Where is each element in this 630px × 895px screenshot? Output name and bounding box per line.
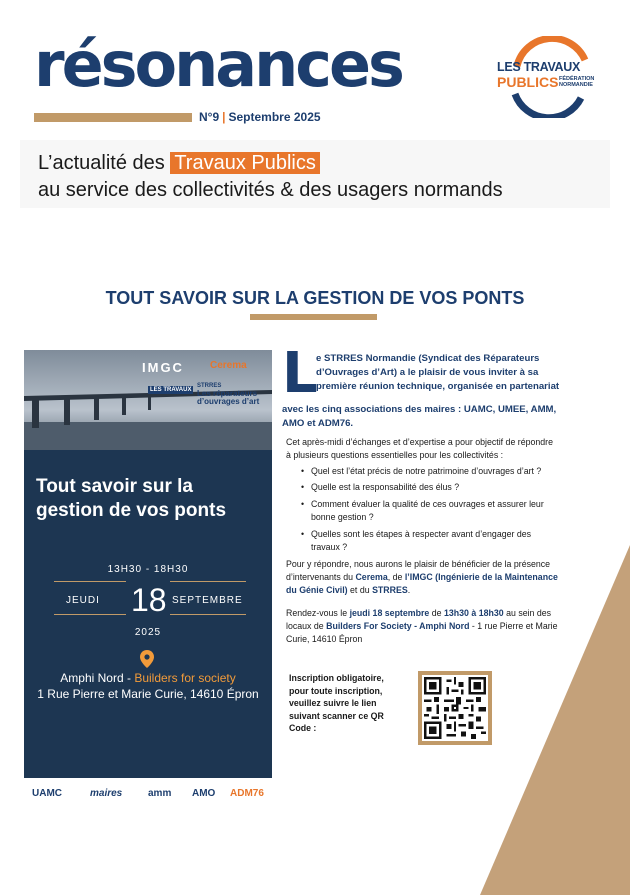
tagline-pre: L’actualité des xyxy=(38,152,171,174)
p2-text: , de xyxy=(387,572,405,582)
bullet-item: • Comment évaluer la qualité de ces ouvrages et assurer leur xyxy=(311,498,544,511)
bullet-item-cont: bonne gestion ? xyxy=(311,512,374,522)
poster-strres-1: STRRES xyxy=(197,383,222,389)
partner-logo-amm: amm xyxy=(148,788,172,799)
partner-logo-adm76: ADM76 xyxy=(230,788,264,799)
p3-text: locaux de xyxy=(286,621,327,631)
bullet-item: • Quelle est la responsabilité des élus ? xyxy=(311,481,459,494)
p2-bold: du Génie Civil) xyxy=(286,585,348,595)
poster-title-line1: Tout savoir sur la xyxy=(36,476,193,497)
p2-line xyxy=(286,571,558,584)
poster-rule xyxy=(170,581,246,582)
p2-bold: l’IMGC (Ingénierie de la Maintenance xyxy=(404,572,558,582)
p2-text: . xyxy=(407,585,411,595)
poster-logo-ltp: LES TRAVAUX xyxy=(150,387,192,393)
intro-line: à plusieurs questions essentielles pour les collectivités : xyxy=(286,450,504,460)
poster-venue-highlight: Builders for society xyxy=(134,671,236,685)
poster-rule xyxy=(170,614,246,615)
p3-text: au sein des xyxy=(503,608,552,618)
partner-logos xyxy=(24,778,272,815)
issue-separator: | xyxy=(222,110,226,124)
poster-rule xyxy=(54,581,126,582)
logo-sub xyxy=(559,76,594,88)
p3-line xyxy=(286,620,557,633)
bullet-item-cont: travaux ? xyxy=(311,542,348,552)
poster-venue-pre: Amphi Nord - xyxy=(60,671,135,685)
p3-bold: Builders For Society - Amphi Nord xyxy=(326,621,470,631)
logo-sub1: FÉDÉRATION xyxy=(559,76,595,82)
poster-logo-strres xyxy=(197,382,259,406)
partner-logo-amo: AMO xyxy=(192,788,216,799)
lead-line: e STRRES Normandie (Syndicat des Réparateurs xyxy=(316,353,540,364)
p2-line xyxy=(286,584,410,597)
p3-line: Curie, 14610 Épron xyxy=(286,634,363,644)
p3-line xyxy=(286,607,551,620)
ftp-normandie-logo xyxy=(495,36,603,118)
logo-sub2: NORMANDIE xyxy=(559,82,593,88)
section-rule xyxy=(250,314,377,320)
poster-strres-2: Les réparateurs xyxy=(197,389,258,398)
tagline-line2: au service des collectivités & des usagers normands xyxy=(38,179,503,201)
logo-line1: LES TRAVAUX xyxy=(497,60,581,74)
p3-text: - 1 rue Pierre et Marie xyxy=(469,621,558,631)
p2-text: et du xyxy=(347,585,373,595)
logo-line2: PUBLICS xyxy=(497,74,559,90)
poster-weekday: JEUDI xyxy=(66,595,100,606)
tagline xyxy=(38,150,503,204)
location-pin-icon xyxy=(140,650,154,668)
lead-line: d’Ouvrages d’Art) a le plaisir de vous inviter à sa xyxy=(316,367,539,378)
issue-date: Septembre 2025 xyxy=(228,110,321,124)
poster-logo-cerema: Cerema xyxy=(210,360,247,371)
p3-text: Rendez-vous le xyxy=(286,608,350,618)
poster-title xyxy=(36,475,226,523)
poster-venue xyxy=(24,671,272,685)
intro-line: Cet après-midi d’échanges et d’expertise a pour objectif de répondre xyxy=(286,437,553,447)
publication-title: résonances xyxy=(34,28,402,101)
poster-hours: 13H30 - 18H30 xyxy=(107,564,189,575)
qr-code-icon[interactable] xyxy=(424,677,486,739)
p3-bold: 13h30 à 18h30 xyxy=(443,608,504,618)
p3-text: de xyxy=(429,608,444,618)
poster-address: 1 Rue Pierre et Marie Curie, 14610 Épron xyxy=(37,687,259,701)
lead-line: avec les cinq associations des maires : UAMC, UMEE, AMM, xyxy=(282,404,557,415)
poster-rule xyxy=(54,614,126,615)
p2-bold: STRRES xyxy=(372,585,408,595)
p2-line: Pour y répondre, nous aurons le plaisir de bénéficier de la présence xyxy=(286,559,551,569)
p2-text: d’intervenants du xyxy=(286,572,356,582)
poster-year: 2025 xyxy=(134,627,162,638)
drop-cap: L xyxy=(282,341,318,406)
poster-strres-3: d’ouvrages d’art xyxy=(197,397,260,406)
issue-number: N°9 xyxy=(199,110,220,124)
lead-line: première réunion technique, organisée en partenariat xyxy=(316,381,560,392)
lead-line: AMO et ADM76. xyxy=(282,418,354,429)
p3-bold: jeudi 18 septembre xyxy=(349,608,430,618)
section-title: TOUT SAVOIR SUR LA GESTION DE VOS PONTS xyxy=(105,288,525,308)
title-underline xyxy=(34,113,192,122)
bullet-item: • Quelles sont les étapes à respecter avant d’engager des xyxy=(311,528,531,541)
inscription-text: Inscription obligatoire, pour toute inscription, veuillez suivre le lien suivant scanner ce QR Code : xyxy=(289,673,384,733)
event-poster xyxy=(24,350,272,815)
issue-info xyxy=(199,110,321,124)
poster-month: SEPTEMBRE xyxy=(172,595,243,606)
poster-logo-imgc: IMGC xyxy=(142,360,184,375)
poster-title-line2: gestion de vos ponts xyxy=(36,500,227,521)
bullet-item: • Quel est l’état précis de notre patrimoine d’ouvrages d’art ? xyxy=(311,465,541,478)
tagline-highlight: Travaux Publics xyxy=(170,152,320,174)
partner-logo-uamc: UAMC xyxy=(32,788,62,799)
p2-bold: Cerema xyxy=(355,572,388,582)
poster-day: 18 xyxy=(131,582,167,618)
partner-logo-maires: maires xyxy=(90,788,123,799)
